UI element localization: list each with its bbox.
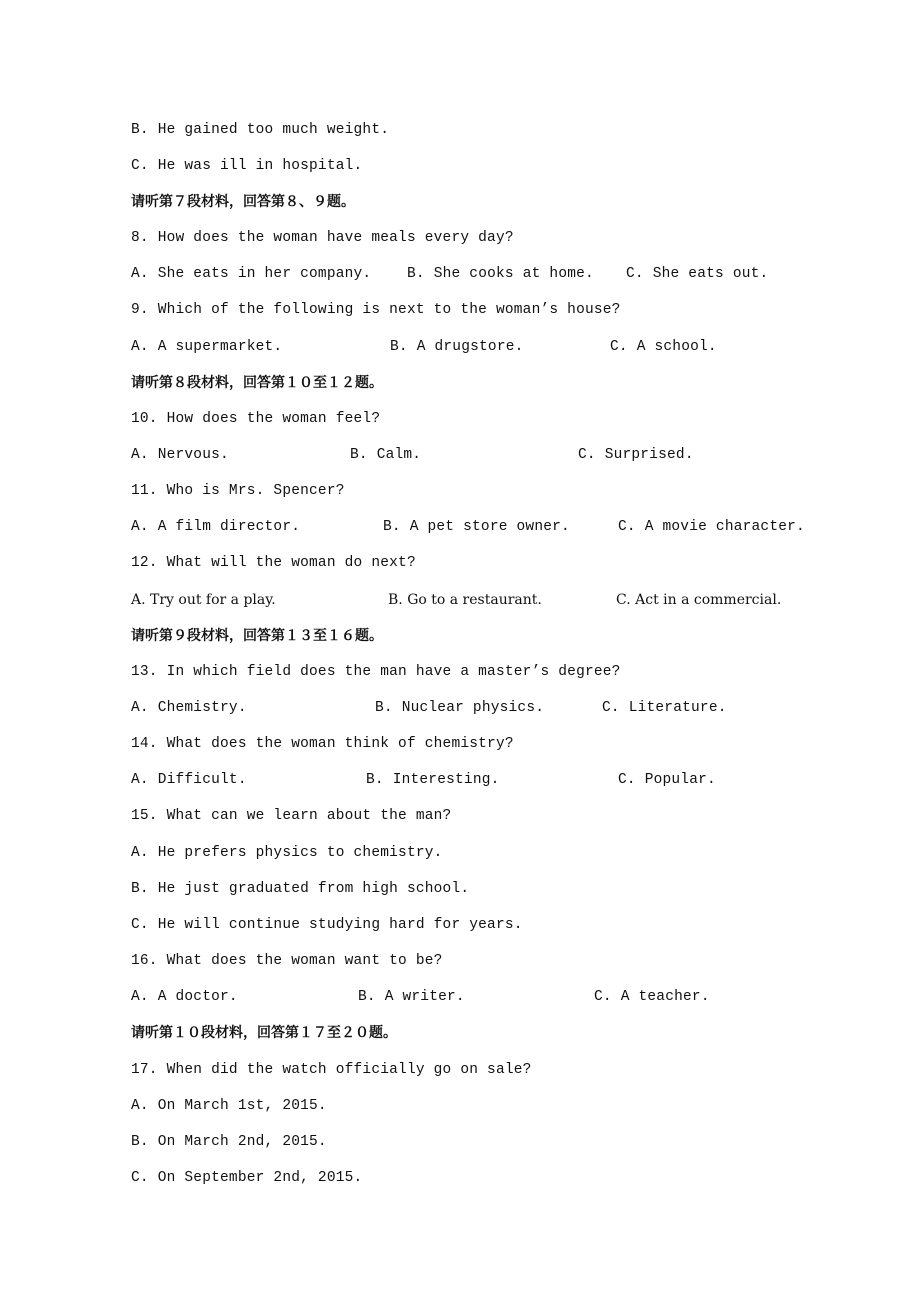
q16-option-b: B. A writer. [358,989,465,1005]
q13-option-b: B. Nuclear physics. [375,700,545,716]
q12-option-a: A. Try out for a play. [131,592,276,608]
q11-option-b: B. A pet store owner. [383,519,570,535]
question-15: 15. What can we learn about the man? [131,808,452,824]
q10-option-a: A. Nervous. [131,447,229,463]
q9-option-b: B. A drugstore. [390,339,524,355]
q13-option-c: C. Literature. [602,700,727,716]
section-heading-10: 请听第１０段材料，回答第１７至２０题。 [131,1025,397,1041]
q10-option-c: C. Surprised. [578,447,694,463]
q14-option-b: B. Interesting. [366,772,500,788]
question-12: 12. What will the woman do next? [131,555,416,571]
q10-option-b: B. Calm. [350,447,422,463]
q17-option-c: C. On September 2nd, 2015. [131,1170,363,1186]
q15-option-b: B. He just graduated from high school. [131,881,470,897]
q14-option-a: A. Difficult. [131,772,247,788]
q16-option-a: A. A doctor. [131,989,238,1005]
q12-option-b: B. Go to a restaurant. [388,592,542,608]
q17-option-b: B. On March 2nd, 2015. [131,1134,327,1150]
q15-option-a: A. He prefers physics to chemistry. [131,845,443,861]
question-10: 10. How does the woman feel? [131,411,381,427]
q8-option-a: A. She eats in her company. [131,266,372,282]
q14-option-c: C. Popular. [618,772,716,788]
q15-option-c: C. He will continue studying hard for years. [131,917,523,933]
question-14: 14. What does the woman think of chemistry? [131,736,514,752]
section-heading-9: 请听第９段材料，回答第１３至１６题。 [131,628,383,644]
section-heading-8: 请听第８段材料，回答第１０至１２题。 [131,375,383,391]
question-8: 8. How does the woman have meals every day? [131,230,514,246]
q9-option-a: A. A supermarket. [131,339,283,355]
question-9: 9. Which of the following is next to the woman’s house? [131,302,621,318]
q8-option-b: B. She cooks at home. [407,266,594,282]
q11-option-c: C. A movie character. [618,519,805,535]
q8-option-c: C. She eats out. [626,266,769,282]
question-11: 11. Who is Mrs. Spencer? [131,483,345,499]
q12-option-c: C. Act in a commercial. [616,592,782,608]
q9-option-c: C. A school. [610,339,717,355]
question-16: 16. What does the woman want to be? [131,953,443,969]
q13-option-a: A. Chemistry. [131,700,247,716]
question-17: 17. When did the watch officially go on sale? [131,1062,532,1078]
q11-option-a: A. A film director. [131,519,301,535]
section-heading-7: 请听第７段材料，回答第８、９题。 [131,194,355,210]
q16-option-c: C. A teacher. [594,989,710,1005]
q17-option-a: A. On March 1st, 2015. [131,1098,327,1114]
q7-option-b: B. He gained too much weight. [131,122,390,138]
question-13: 13. In which field does the man have a master’s degree? [131,664,621,680]
q7-option-c: C. He was ill in hospital. [131,158,363,174]
